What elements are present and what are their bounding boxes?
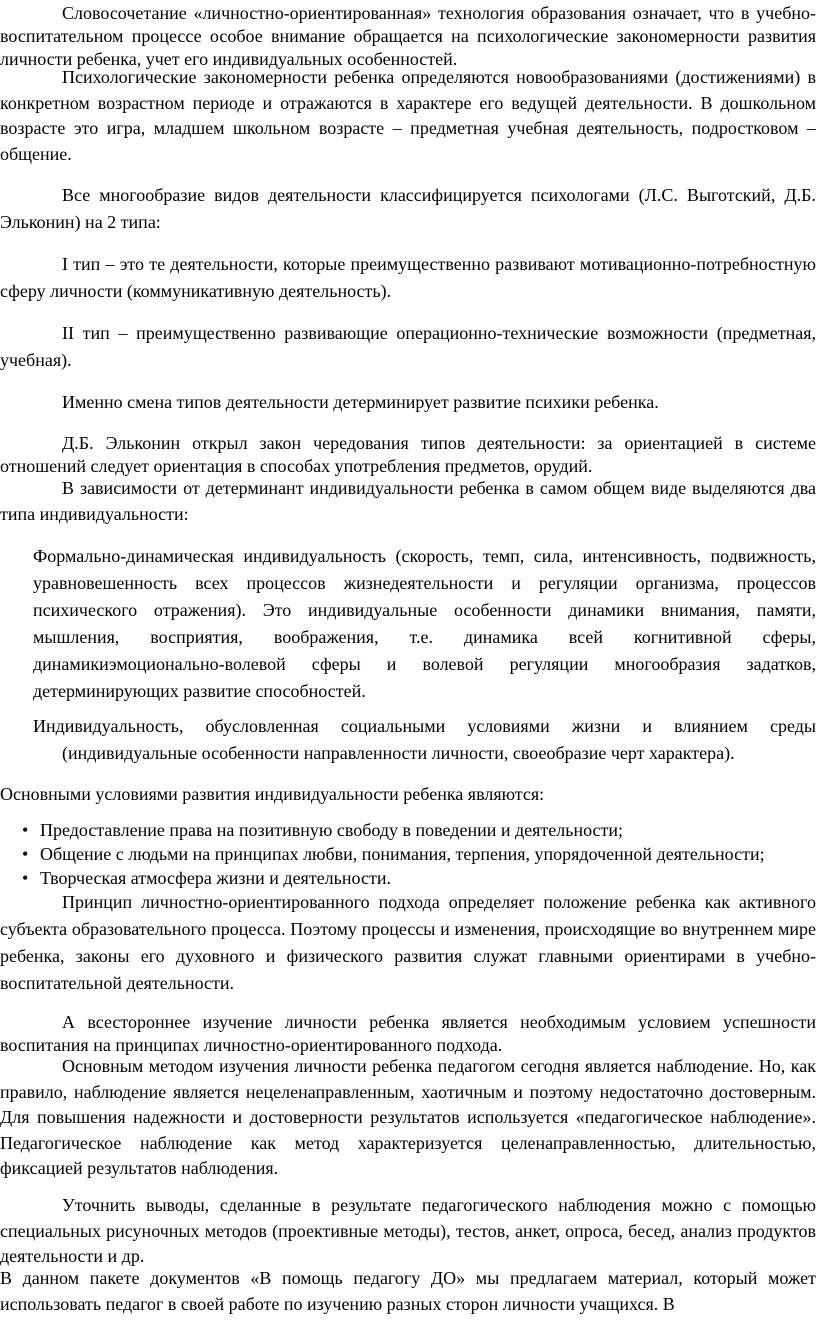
paragraph-package: В данном пакете документов «В помощь педагогу ДО» мы предлагаем материал, который может использовать педагог в своей работе по изучению разных сторон личности учащихся. В (0, 1268, 816, 1314)
paragraph-determinants: В зависимости от детерминант индивидуальности ребенка в самом общем виде выделяются два типа индивидуальности: (0, 478, 816, 524)
paragraph-social-individuality (33, 713, 816, 767)
paragraph-principle: Принцип личностно-ориентированного подхода определяет положение ребенка как активного субъекта образовательного процесса. Поэтому процессы и изменения, происходящие во внутреннем мире ребенка, законы его духовного и физического развития служат главными ориентирами в учебно-воспитательной деятельности. (0, 892, 816, 993)
list-item: • Общение с людьми на принципах любви, понимания, терпения, упорядоченной деятельности; (0, 842, 765, 866)
paragraph-type-1: I тип – это те деятельности, которые преимущественно развивают мотивационно-потребностную сферу личности (коммуникативную деятельность). (0, 254, 816, 301)
social-individuality-line1: Индивидуальность, обусловленная социальными условиями жизни и влиянием среды (33, 716, 816, 736)
paragraph-elkonin: Д.Б. Эльконин открыл закон чередования типов деятельности: за ориентацией в системе отношений следует ориентация в способах употребления предметов, орудий. (0, 433, 816, 476)
paragraph-activity-types: Все многообразие видов деятельности классифицируется психологами (Л.С. Выготский, Д.Б. Эльконин) на 2 типа: (0, 185, 816, 232)
paragraph-intro: Словосочетание «личностно-ориентированная» технология образования означает, что в учебно-воспитательном процессе особое внимание обращается на психологические закономерности развития личности ребенка, учет его индивидуальных особенностей. (0, 3, 816, 69)
paragraph-methods: Уточнить выводы, сделанные в результате педагогического наблюдения можно с помощью специальных рисуночных методов (проективные методы), тестов, анкет, опроса, бесед, анализ продуктов деятельности и др. (0, 1195, 816, 1266)
paragraph-formal-dynamic: Формально-динамическая индивидуальность (скорость, темп, сила, интенсивность, подвижность, уравновешенность всех процессов жизнедеятельности и регуляции организма, процессов психического отражения). Это индивидуальные особенности динамики внимания, памяти, мышления, восприятия, воображения, т.е. динамика всей когнитивной сферы, динамикиэмоционально-волевой сферы и волевой регуляции многообразия задатков, детерминирующих развитие способностей. (33, 546, 816, 701)
paragraph-observation: Основным методом изучения личности ребенка педагогом сегодня является наблюдение. Но, как правило, наблюдение является нецеленаправленным, хаотичным и поэтому недостаточно достоверным. Для повышения надежности и достоверности результатов используется «педагогическое наблюдение». Педагогическое наблюдение как метод характеризуется целенаправленностью, длительностью, фиксацией результатов наблюдения. (0, 1056, 816, 1178)
paragraph-change: Именно смена типов деятельности детерминирует развитие психики ребенка. (62, 392, 659, 412)
list-item: • Предоставление права на позитивную свободу в поведении и деятельности; (0, 818, 765, 842)
social-individuality-line2: (индивидуальные особенности направленности личности, своеобразие черт характера). (62, 743, 735, 763)
list-item: • Творческая атмосфера жизни и деятельности. (0, 866, 765, 890)
paragraph-study: А всестороннее изучение личности ребенка является необходимым условием успешности воспитания на принципах личностно-ориентированного подхода. (0, 1012, 816, 1055)
paragraph-conditions: Основными условиями развития индивидуальности ребенка являются: (0, 784, 545, 804)
conditions-list (0, 818, 765, 890)
paragraph-patterns: Психологические закономерности ребенка определяются новообразованиями (достижениями) в конкретном возрастном периоде и отражаются в характере его ведущей деятельности. В дошкольном возрасте это игра, младшем школьном возрасте – предметная учебная деятельность, подростковом – общение. (0, 67, 816, 164)
paragraph-type-2: II тип – преимущественно развивающие операционно-технические возможности (предметная, учебная). (0, 323, 816, 370)
